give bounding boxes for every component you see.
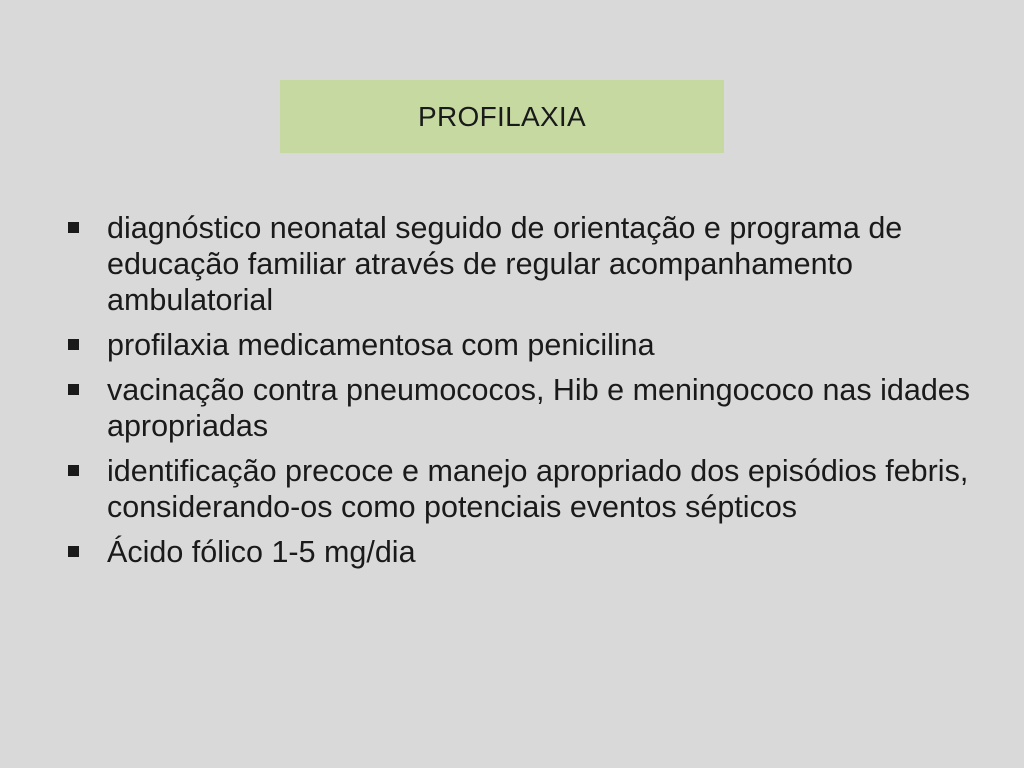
bullet-text: Ácido fólico 1-5 mg/dia [107, 535, 416, 569]
square-bullet-icon [68, 546, 79, 557]
bullet-text: vacinação contra pneumococos, Hib e meningococo nas idades apropriadas [107, 373, 970, 443]
bullet-item [68, 453, 988, 525]
square-bullet-icon [68, 384, 79, 395]
slide-title: PROFILAXIA [418, 100, 586, 132]
bullet-item [68, 534, 988, 570]
square-bullet-icon [68, 465, 79, 476]
bullet-text: diagnóstico neonatal seguido de orientação e programa de educação familiar através de regular acompanhamento ambulatorial [107, 211, 903, 317]
square-bullet-icon [68, 222, 79, 233]
bullet-text: identificação precoce e manejo apropriado dos episódios febris, considerando-os como potenciais eventos sépticos [107, 454, 969, 524]
title-box [280, 80, 724, 153]
bullet-list [68, 210, 988, 579]
square-bullet-icon [68, 339, 79, 350]
bullet-text: profilaxia medicamentosa com penicilina [107, 328, 655, 362]
bullet-item [68, 210, 988, 318]
bullet-item [68, 372, 988, 444]
bullet-item [68, 327, 988, 363]
